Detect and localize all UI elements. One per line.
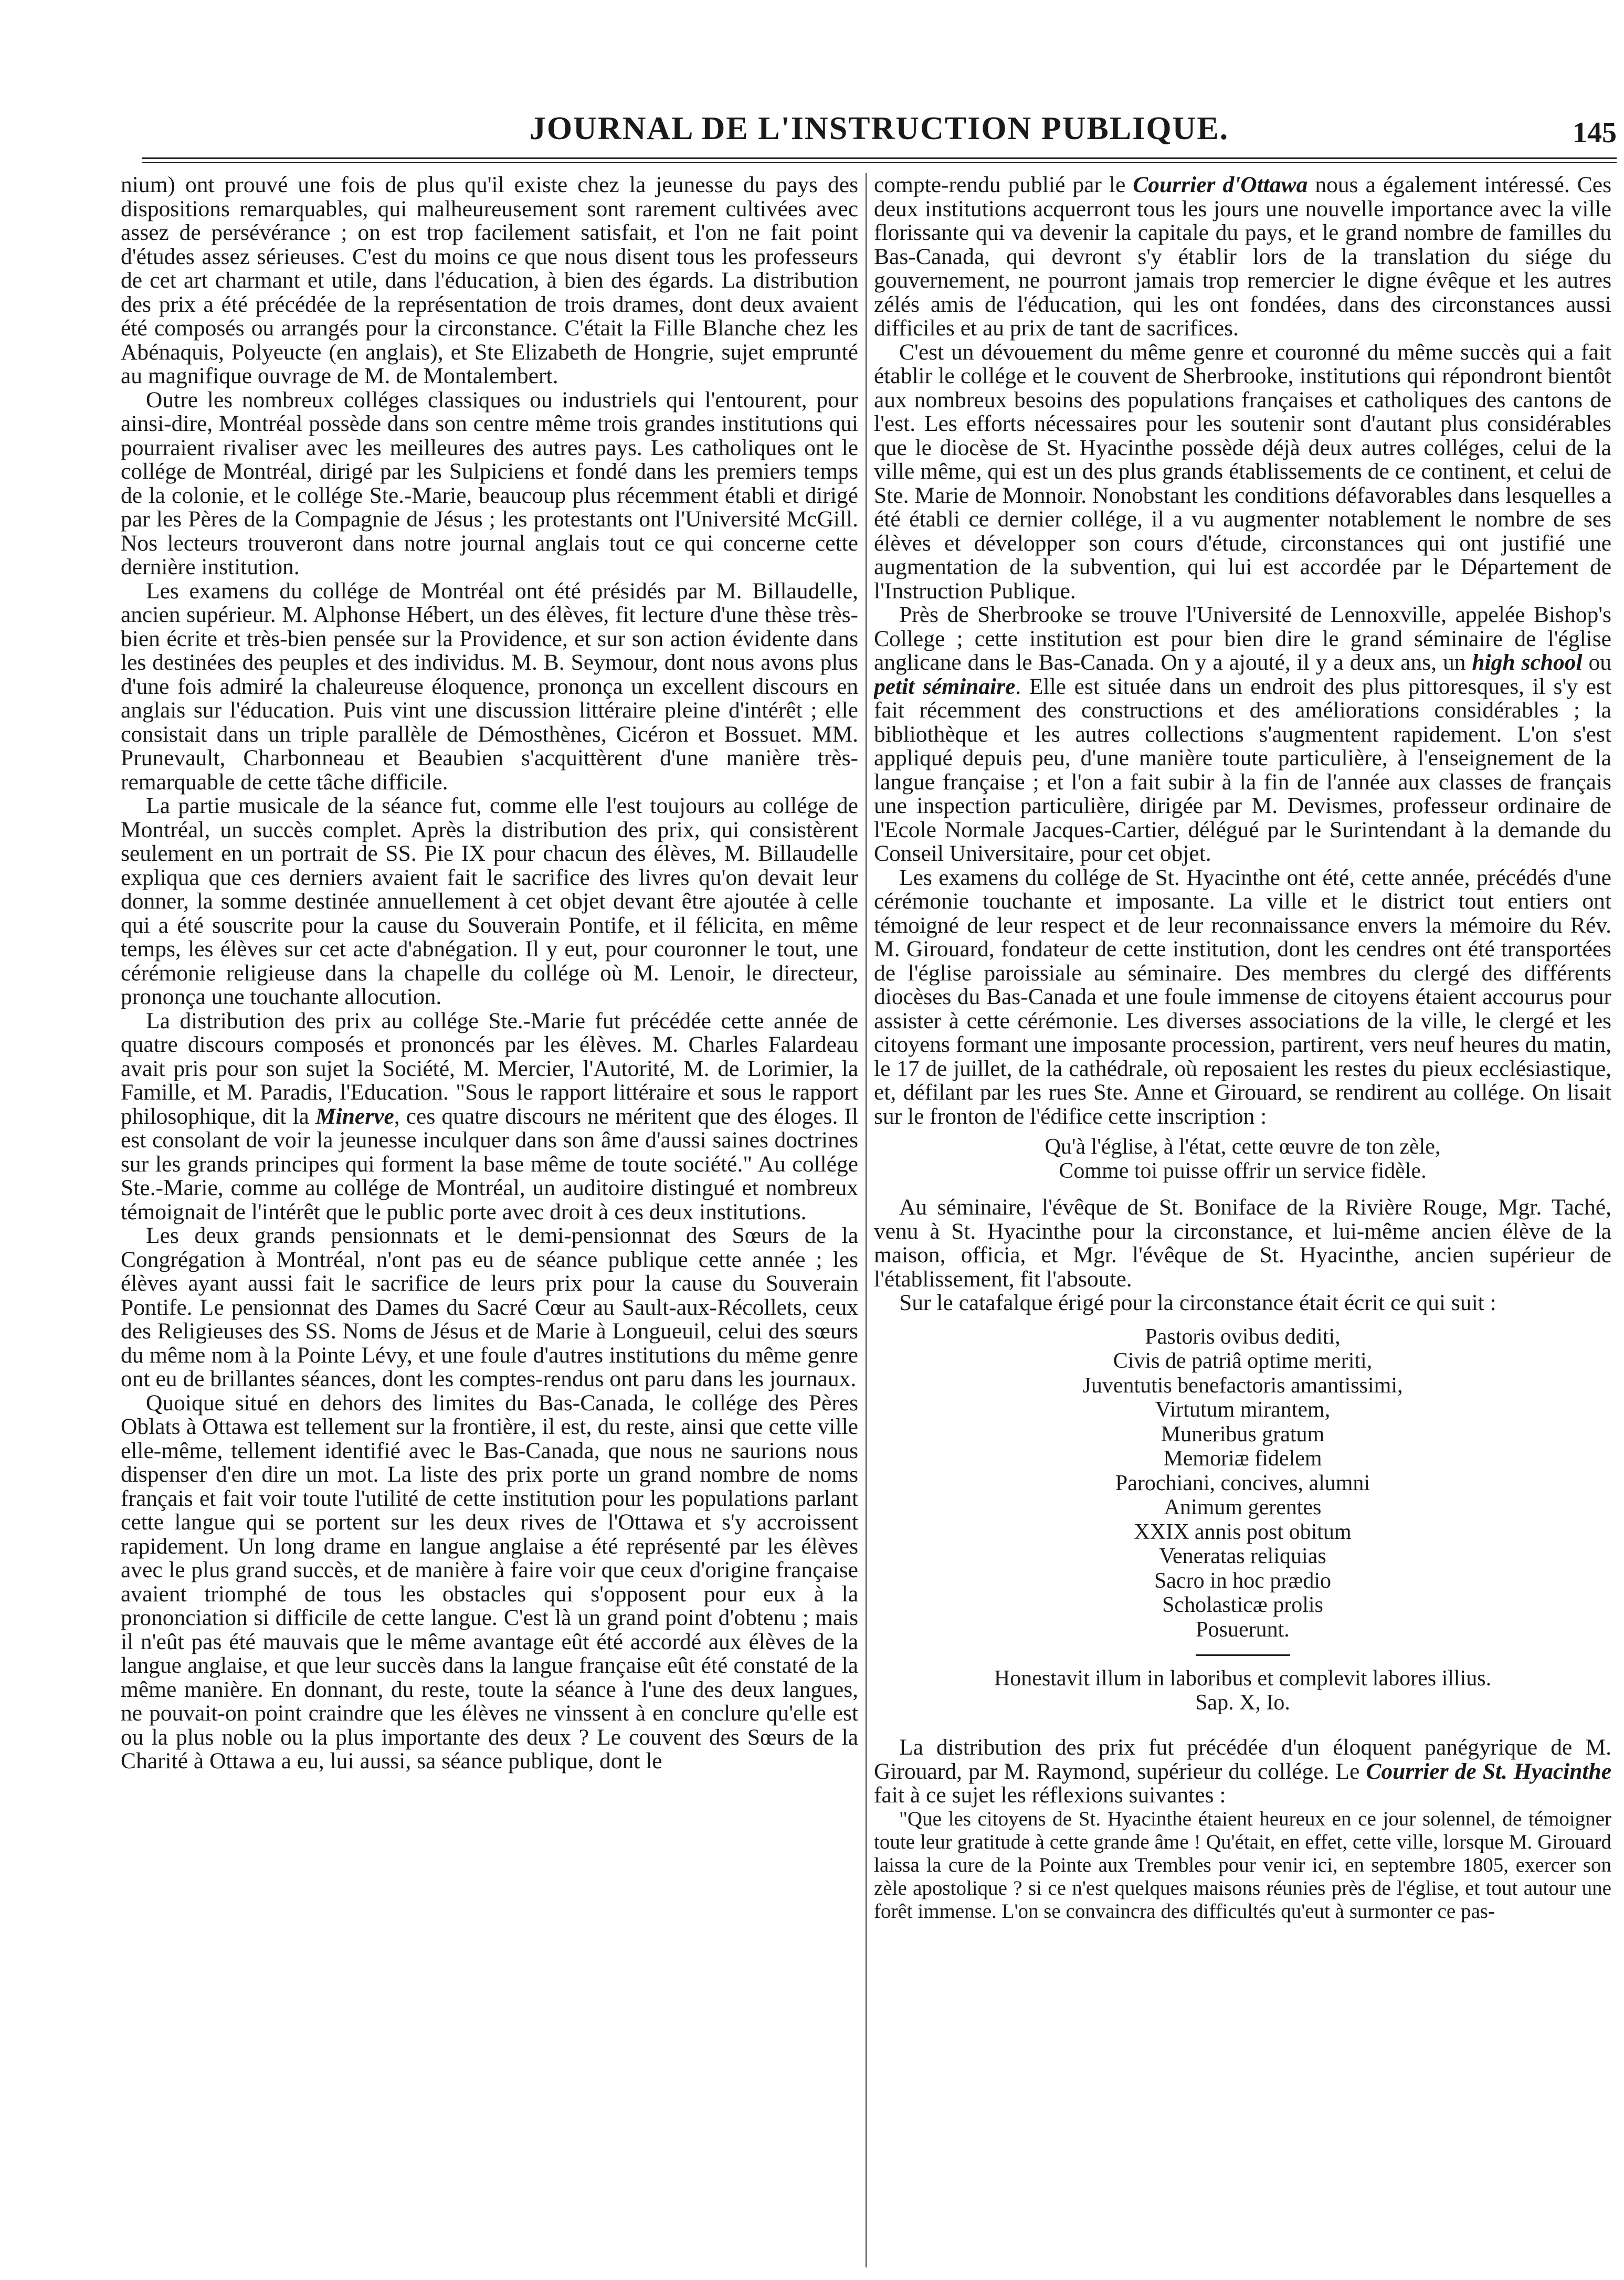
paragraph-lennoxville: [874, 603, 1611, 866]
latin-line: Juventutis benefactoris amantissimi,: [1082, 1373, 1403, 1398]
latin-line: Animum gerentes: [1164, 1495, 1322, 1519]
header-double-rule: [142, 157, 1617, 163]
paragraph-panegyrique: [874, 1736, 1611, 1808]
text-run: . Elle est située dans un endroit des plus pittoresques, il s'y est fait récemment des constructions et des améliorations considérables ; la bibliothèque et les autres collections s'augmentent rapidement. L'on s'est appliqué depuis peu, d'une manière toute particulière, à l'enseignement de la langue française ; et l'on a fait subir à la fin de l'année aux classes de français une inspection particulière, dirigée par M. Devismes, professeur ordinaire de l'Ecole Normale Jacques-Cartier, délégué par le Surintendant à la demande du Conseil Universitaire, pour cet objet.: [874, 673, 1611, 866]
right-column: [874, 173, 1611, 2267]
verse-line: Comme toi puisse offrir un service fidèle.: [1059, 1159, 1427, 1183]
text-run: La distribution des prix au collége Ste.-Marie fut précédée cette année de quatre discours composés et prononcés par les élèves. M. Charles Falardeau avait pris pour son sujet la Société, M. Mercier, l'Autorité, M. de Lorimier, la Famille, et M. Paradis, l'Education. "Sous le rapport littéraire et sous le rapport philosophique, dit la: [121, 1008, 858, 1129]
latin-line: Sacro in hoc prædio: [1154, 1568, 1332, 1593]
paragraph-college-montreal-exams: Les examens du collége de Montréal ont été présidés par M. Billaudelle, ancien supérieur. M. Alphonse Hébert, un des élèves, fit lecture d'une thèse très-bien écrite et très-bien pensée sur la Providence, et sur son action évidente dans les destinées des peuples et des individus. M. B. Seymour, dont nous avons plus d'une fois admiré la chaleureuse éloquence, prononça un excellent discours en anglais sur l'éducation. Puis vint une discussion littéraire pleine d'intérêt ; elle consistait dans un triple parallèle de Démosthènes, Cicéron et Bossuet. MM. Prunevault, Charbonneau et Beaubien s'acquittèrent d'une manière très-remarquable de cette tâche difficile.: [121, 578, 858, 795]
latin-line: Virtutum mirantem,: [1155, 1398, 1331, 1422]
latin-line: XXIX annis post obitum: [1134, 1519, 1352, 1544]
column-divider: [866, 173, 867, 2267]
paragraph-seminaire-ceremony: Au séminaire, l'évêque de St. Boniface de la Rivière Rouge, Mgr. Taché, venu à St. Hyacinthe pour la circonstance, et lui-même ancien élève de la maison, officia, et Mgr. l'évêque de St. Hyacinthe, ancien supérieur de l'établissement, fit l'absoute.: [874, 1195, 1611, 1292]
latin-line: Scholasticæ prolis: [1162, 1593, 1323, 1617]
latin-line: Parochiani, concives, alumni: [1115, 1471, 1370, 1495]
paragraph-catafalque: Sur le catafalque érigé pour la circonstance était écrit ce qui suit :: [899, 1290, 1496, 1315]
paragraph-musical-part: La partie musicale de la séance fut, comme elle l'est toujours au collége de Montréal, un succès complet. Après la distribution des prix, qui consistèrent seulement en un portrait de SS. Pie IX pour chacun des élèves, M. Billaudelle expliqua que ces derniers avaient fait le sacrifice des livres qu'on devait leur donner, la somme destinée annuellement à cet objet devant être ajoutée à celle qui a été souscrite pour la cause du Souverain Pontife, et il félicita, en même temps, les élèves sur cet acte d'abnégation. Il y eut, pour couronner le tout, une cérémonie religieuse dans la chapelle du collége où M. Lenoir, le directeur, prononça une touchante allocution.: [121, 793, 858, 1009]
latin-line: Civis de patriâ optime meriti,: [1113, 1349, 1373, 1373]
text-run: ou: [1582, 650, 1611, 675]
latin-line: Pastoris ovibus dediti,: [1145, 1324, 1341, 1349]
term-high-school: high school: [1472, 650, 1583, 675]
verse-line: Qu'à l'église, à l'état, cette œuvre de ton zèle,: [1045, 1135, 1441, 1159]
quoted-passage: "Que les citoyens de St. Hyacinthe étaient heureux en ce jour solennel, de témoigner toute leur gratitude à cette grande âme ! Qu'était, en effet, cette ville, lorsque M. Girouard laissa la cure de la Pointe aux Trembles pour venir ici, en septembre 1805, exercer son zèle apostolique ? si ce n'est quelques maisons réunies près de l'église, et tout autour une forêt immense. L'on se convaincra des difficultés qu'eut à surmonter ce pas-: [874, 1807, 1611, 1923]
paragraph-continued: [874, 173, 1611, 341]
text-run: fait à ce sujet les réflexions suivantes :: [874, 1782, 1226, 1808]
text-columns: [0, 173, 1624, 2267]
text-run: , ces quatre discours ne méritent que des éloges. Il est consolant de voir la jeunesse inculquer dans son âme d'aussi saines doctrines sur les grands principes qui forment la base même de toute société." Au collége Ste.-Marie, comme au collége de Montréal, un auditoire distingué et nombreux témoignait de l'intérêt que le public porte avec droit à ces deux institutions.: [121, 1103, 858, 1225]
journal-title-minerve: Minerve: [315, 1103, 394, 1129]
short-divider-rule: [1196, 1654, 1290, 1656]
page-header: [142, 108, 1617, 150]
paragraph-st-hyacinthe-exams: Les examens du collége de St. Hyacinthe ont été, cette année, précédés d'une cérémonie touchante et imposante. La ville et le district tout entiers ont témoigné de leur respect et de leur reconnaissance envers la mémoire du Rév. M. Girouard, fondateur de cette institution, dont les cendres ont été transportées de l'église paroissiale au séminaire. Des membres du clergé des différents diocèses du Bas-Canada et une foule immense de citoyens étaient accourus pour assister à cette cérémonie. Les diverses associations de la ville, le clergé et les citoyens formant une imposante procession, partirent, vers neuf heures du matin, le 17 de juillet, de la cathédrale, où reposaient les restes du pieux ecclésiastique, et, défilant par les rues Ste. Anne et Girouard, se rendirent au collége. On lisait sur le fronton de l'édifice cette inscription :: [874, 864, 1611, 1129]
latin-line: Memoriæ fidelem: [1163, 1447, 1322, 1471]
running-title: JOURNAL DE L'INSTRUCTION PUBLIQUE.: [529, 111, 1229, 146]
paragraph-college-ste-marie: [121, 1009, 858, 1225]
paragraph-pensionnats: Les deux grands pensionnats et le demi-pensionnat des Sœurs de la Congrégation à Montréal, n'ont pas eu de séance publique cette année ; les élèves ayant aussi fait le sacrifice de leurs prix pour la cause du Souverain Pontife. Le pensionnat des Dames du Sacré Cœur au Sault-aux-Récollets, ceux des Religieuses des SS. Noms de Jésus et de Marie à Longueuil, celui des sœurs du même nom à la Pointe Lévy, et une foule d'autres institutions du même genre ont eu de brillantes séances, dont les comptes-rendus ont paru dans les journaux.: [121, 1223, 858, 1391]
paragraph-sherbrooke: C'est un dévouement du même genre et couronné du même succès qui a fait établir le collége et le couvent de Sherbrooke, institutions qui répondront bientôt aux nombreux besoins des populations françaises et catholiques des cantons de l'est. Les efforts nécessaires pour les soutenir sont d'autant plus considérables que le diocèse de St. Hyacinthe possède déjà deux autres colléges, celui de la ville même, qui est un des plus grands établissements de ce continent, et celui de Ste. Marie de Monnoir. Nonobstant les conditions défavorables dans lesquelles a été établi ce dernier collége, il a vu augmenter notablement le nombre de ses élèves et développer son cours d'étude, circonstances qui ont justifié une augmentation de la subvention, qui lui est accordée par le Département de l'Instruction Publique.: [874, 339, 1611, 604]
paragraph-ottawa-college: Quoique situé en dehors des limites du Bas-Canada, le collége des Pères Oblats à Ottawa est tellement sur la frontière, il est, du reste, ainsi que cette ville elle-même, tellement identifié avec le Bas-Canada, que nous ne saurions nous dispenser d'en dire un mot. La liste des prix porte un grand nombre de noms français et fait voir toute l'utilité de cette institution pour les populations parlant cette langue qui se portent sur les deux rives de l'Ottawa et s'y accroissent rapidement. Un long drame en langue anglaise a été représenté par les élèves avec le plus grand succès, et de manière à faire voir que ceux d'origine française avaient triomphé de tous les obstacles qui s'opposent pour eux à la prononciation si difficile de cette langue. C'est là un grand point d'obtenu ; mais il n'eût pas été mauvais que le même avantage eût été accordé aux élèves de la langue anglaise, et que leur succès dans la langue française eût été constaté de la même manière. En donnant, du reste, toute la séance à l'une des deux langues, ne pouvait-on point craindre que les élèves ne vinssent à en conclure qu'elle est ou la plus noble ou la plus importante des deux ? Le couvent des Sœurs de la Charité à Ottawa a eu, lui aussi, sa séance publique, dont le: [121, 1390, 858, 1774]
paragraph-continued: nium) ont prouvé une fois de plus qu'il existe chez la jeunesse du pays des dispositions remarquables, qui malheureusement sont rarement cultivées avec assez de persévérance ; on est trop facilement satisfait, et l'on ne fait point d'études assez sérieuses. C'est du moins ce que nous disent tous les professeurs de cet art charmant et utile, dans l'éducation, à bien des égards. La distribution des prix a été précédée de la représentation de trois drames, dont deux avaient été composés ou arrangés pour la circonstance. C'était la Fille Blanche chez les Abénaquis, Polyeucte (en anglais), et Ste Elizabeth de Hongrie, sujet emprunté au magnifique ouvrage de M. de Montalembert.: [121, 173, 858, 388]
text-run: La distribution des prix fut précédée d'un éloquent panégyrique de M. Girouard, par M. Raymond, supérieur du collége. Le: [874, 1735, 1611, 1784]
fronton-inscription: [874, 1135, 1611, 1183]
journal-title-courrier-st-hyacinthe: Courrier de St. Hyacinthe: [1366, 1758, 1611, 1784]
text-run: Près de Sherbrooke se trouve l'Université de Lennoxville, appelée Bishop's College ; cette institution est pour bien dire le grand séminaire de l'église anglicane dans le Bas-Canada. On y a ajouté, il y a deux ans, un: [874, 602, 1611, 675]
paragraph-montreal-institutions: Outre les nombreux colléges classiques ou industriels qui l'entourent, pour ainsi-dire, Montréal possède dans son centre même trois grandes institutions qui pourraient rivaliser avec les meilleures des autres pays. Les catholiques ont le collége de Montréal, dirigé par les Sulpiciens et fondé dans les premiers temps de la colonie, et le collége Ste.-Marie, beaucoup plus récemment établi et dirigé par les Pères de la Compagnie de Jésus ; les protestants ont l'Université McGill. Nos lecteurs trouveront dans notre journal anglais tout ce qui concerne cette dernière institution.: [121, 387, 858, 579]
citation-reference: Sap. X, Io.: [1195, 1691, 1290, 1715]
latin-line: Posuerunt.: [1196, 1617, 1290, 1642]
citation-text: Honestavit illum in laboribus et complevit labores illius.: [994, 1666, 1492, 1691]
page-number: 145: [1573, 117, 1617, 149]
latin-line: Veneratas reliquias: [1159, 1544, 1326, 1568]
left-column: [121, 173, 858, 2267]
latin-line: Muneribus gratum: [1161, 1422, 1325, 1447]
scripture-citation: [874, 1666, 1611, 1715]
text-run: compte-rendu publié par le: [874, 173, 1133, 197]
term-petit-seminaire: petit séminaire: [874, 673, 1016, 699]
latin-inscription: [874, 1325, 1611, 1642]
text-run: nous a également intéressé. Ces deux institutions acquerront tous les jours une nouvelle importance avec la ville florissante qui va devenir la capitale du pays, et le grand nombre de familles du Bas-Canada, qui devront s'y établir lors de la translation du siége du gouvernement, ne pourront jamais trop remercier le digne évêque et les autres zélés amis de l'éducation, qui les ont fondées, dans des circonstances aussi difficiles et au prix de tant de sacrifices.: [874, 173, 1611, 341]
journal-title-courrier-ottawa: Courrier d'Ottawa: [1133, 173, 1308, 197]
